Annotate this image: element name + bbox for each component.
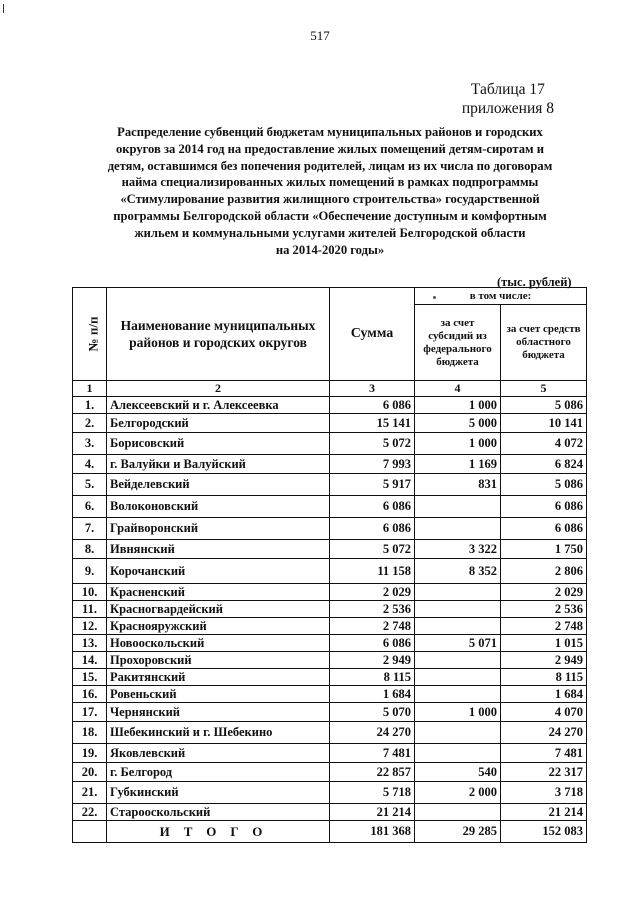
total-label: ИТОГО — [107, 821, 330, 843]
sum-value: 7 481 — [330, 744, 415, 763]
district-name: Прохоровский — [107, 652, 330, 669]
district-name: Краснояружский — [107, 618, 330, 635]
sum-value: 15 141 — [330, 414, 415, 433]
scan-edge-mark — [3, 4, 4, 13]
row-number: 4. — [73, 455, 107, 474]
column-number: 5 — [501, 381, 587, 397]
column-number: 3 — [330, 381, 415, 397]
regional-value: 1 684 — [501, 686, 587, 703]
row-number: 21. — [73, 782, 107, 804]
federal-value: 1 169 — [415, 455, 501, 474]
sum-value: 2 748 — [330, 618, 415, 635]
row-number: 8. — [73, 540, 107, 559]
subventions-table — [72, 287, 587, 843]
header-including: в том числе: — [415, 288, 587, 305]
document-title — [60, 124, 600, 258]
federal-value — [415, 652, 501, 669]
row-number: 11. — [73, 601, 107, 618]
row-number: 22. — [73, 804, 107, 821]
district-name: Ракитянский — [107, 669, 330, 686]
district-name: Борисовский — [107, 433, 330, 455]
district-name: Новооскольский — [107, 635, 330, 652]
regional-value: 22 317 — [501, 763, 587, 782]
row-number: 19. — [73, 744, 107, 763]
title-line: на 2014-2020 годы» — [275, 242, 385, 257]
federal-value — [415, 618, 501, 635]
title-line: детям, оставшимся без попечения родителей, лицам из их числа по договорам — [107, 158, 553, 173]
regional-value: 2 806 — [501, 559, 587, 584]
row-number: 1. — [73, 397, 107, 414]
federal-value — [415, 686, 501, 703]
sum-value: 1 684 — [330, 686, 415, 703]
row-number: 2. — [73, 414, 107, 433]
district-name: Яковлевский — [107, 744, 330, 763]
table-row — [73, 559, 587, 584]
federal-value — [415, 744, 501, 763]
table-row — [73, 414, 587, 433]
total-row — [73, 821, 587, 843]
regional-value: 8 115 — [501, 669, 587, 686]
regional-value: 1 750 — [501, 540, 587, 559]
sum-value: 7 993 — [330, 455, 415, 474]
table-row — [73, 782, 587, 804]
total-regional: 152 083 — [501, 821, 587, 843]
federal-value: 540 — [415, 763, 501, 782]
district-name: г. Белгород — [107, 763, 330, 782]
federal-value: 3 322 — [415, 540, 501, 559]
district-name: Алексеевский и г. Алексеевка — [107, 397, 330, 414]
column-number: 2 — [107, 381, 330, 397]
district-name: Шебекинский и г. Шебекино — [107, 722, 330, 744]
header-federal: за счет субсидий из федерального бюджета — [415, 305, 501, 381]
federal-value — [415, 518, 501, 540]
district-name: Чернянский — [107, 703, 330, 722]
table-row — [73, 722, 587, 744]
district-name: Волоконовский — [107, 496, 330, 518]
regional-value: 5 086 — [501, 397, 587, 414]
column-number: 4 — [415, 381, 501, 397]
district-name: Грайворонский — [107, 518, 330, 540]
sum-value: 5 072 — [330, 433, 415, 455]
row-number: 17. — [73, 703, 107, 722]
row-number: 9. — [73, 559, 107, 584]
table-body — [73, 397, 587, 821]
row-number: 16. — [73, 686, 107, 703]
sum-value: 8 115 — [330, 669, 415, 686]
table-row — [73, 703, 587, 722]
table-row — [73, 763, 587, 782]
federal-value — [415, 584, 501, 601]
district-name: Губкинский — [107, 782, 330, 804]
district-name: Корочанский — [107, 559, 330, 584]
district-name: г. Валуйки и Валуйский — [107, 455, 330, 474]
table-row — [73, 474, 587, 496]
federal-value — [415, 496, 501, 518]
sum-value: 6 086 — [330, 635, 415, 652]
row-number: 5. — [73, 474, 107, 496]
sum-value: 5 917 — [330, 474, 415, 496]
table-row — [73, 618, 587, 635]
sum-value: 2 029 — [330, 584, 415, 601]
sum-value: 6 086 — [330, 518, 415, 540]
total-federal: 29 285 — [415, 821, 501, 843]
header-name: Наименование муниципальных районов и городских округов — [107, 288, 330, 381]
table-row — [73, 397, 587, 414]
header-num-cell — [73, 288, 107, 381]
row-number: 15. — [73, 669, 107, 686]
units-label: (тыс. рублей) — [497, 275, 572, 289]
column-numbers-row — [73, 381, 587, 397]
sum-value: 6 086 — [330, 496, 415, 518]
table-row — [73, 669, 587, 686]
table-row — [73, 652, 587, 669]
regional-value: 1 015 — [501, 635, 587, 652]
regional-value: 2 748 — [501, 618, 587, 635]
regional-value: 2 536 — [501, 601, 587, 618]
district-name: Красногвардейский — [107, 601, 330, 618]
federal-value: 831 — [415, 474, 501, 496]
regional-value: 2 949 — [501, 652, 587, 669]
sum-value: 24 270 — [330, 722, 415, 744]
regional-value: 4 070 — [501, 703, 587, 722]
sum-value: 6 086 — [330, 397, 415, 414]
regional-value: 10 141 — [501, 414, 587, 433]
table-row — [73, 804, 587, 821]
district-name: Белгородский — [107, 414, 330, 433]
title-line: жильем и коммунальными услугами жителей Белгородской области — [134, 225, 526, 240]
header-regional: за счет средств областного бюджета — [501, 305, 587, 381]
row-number: 14. — [73, 652, 107, 669]
table-row — [73, 455, 587, 474]
title-line: Распределение субвенций бюджетам муниципальных районов и городских — [117, 125, 543, 139]
federal-value — [415, 601, 501, 618]
table-row — [73, 433, 587, 455]
federal-value: 1 000 — [415, 433, 501, 455]
title-line: программы Белгородской области «Обеспечение доступным и комфортным — [113, 208, 547, 223]
table-row — [73, 540, 587, 559]
regional-value: 2 029 — [501, 584, 587, 601]
row-number: 20. — [73, 763, 107, 782]
table-row — [73, 744, 587, 763]
sum-value: 2 949 — [330, 652, 415, 669]
federal-value — [415, 804, 501, 821]
district-name: Вейделевский — [107, 474, 330, 496]
title-line: «Стимулирование развития жилищного строительства» государственной — [120, 192, 540, 207]
district-name: Ивнянский — [107, 540, 330, 559]
regional-value: 7 481 — [501, 744, 587, 763]
row-number: 7. — [73, 518, 107, 540]
regional-value: 6 824 — [501, 455, 587, 474]
row-number: 3. — [73, 433, 107, 455]
regional-value: 6 086 — [501, 496, 587, 518]
table-row — [73, 635, 587, 652]
federal-value — [415, 722, 501, 744]
sum-value: 2 536 — [330, 601, 415, 618]
district-name: Старооскольский — [107, 804, 330, 821]
total-sum: 181 368 — [330, 821, 415, 843]
column-number: 1 — [73, 381, 107, 397]
district-name: Красненский — [107, 584, 330, 601]
sum-value: 11 158 — [330, 559, 415, 584]
title-line: округов за 2014 год на предоставление жилых помещений детям-сиротам и — [115, 141, 545, 156]
row-number: 6. — [73, 496, 107, 518]
federal-value: 1 000 — [415, 397, 501, 414]
row-number: 18. — [73, 722, 107, 744]
title-line: найма специализированных жилых помещений в рамках подпрограммы — [121, 175, 539, 190]
federal-value: 5 000 — [415, 414, 501, 433]
sum-value: 5 070 — [330, 703, 415, 722]
regional-value: 6 086 — [501, 518, 587, 540]
header-sum: Сумма — [330, 288, 415, 381]
federal-value: 5 071 — [415, 635, 501, 652]
header-num: № п/п — [85, 316, 101, 352]
sum-value: 5 072 — [330, 540, 415, 559]
federal-value — [415, 669, 501, 686]
sum-value: 21 214 — [330, 804, 415, 821]
federal-value: 8 352 — [415, 559, 501, 584]
table-row — [73, 518, 587, 540]
row-number: 10. — [73, 584, 107, 601]
federal-value: 1 000 — [415, 703, 501, 722]
row-number: 13. — [73, 635, 107, 652]
district-name: Ровеньский — [107, 686, 330, 703]
table-row — [73, 686, 587, 703]
table-row — [73, 584, 587, 601]
regional-value: 5 086 — [501, 474, 587, 496]
sum-value: 5 718 — [330, 782, 415, 804]
regional-value: 4 072 — [501, 433, 587, 455]
table-reference — [462, 80, 554, 118]
regional-value: 21 214 — [501, 804, 587, 821]
table-row — [73, 601, 587, 618]
regional-value: 24 270 — [501, 722, 587, 744]
sum-value: 22 857 — [330, 763, 415, 782]
regional-value: 3 718 — [501, 782, 587, 804]
table-row — [73, 496, 587, 518]
table-reference-line2: приложения 8 — [461, 100, 554, 117]
federal-value: 2 000 — [415, 782, 501, 804]
table-reference-line1: Таблица 17 — [470, 81, 545, 98]
total-num-cell — [73, 821, 107, 843]
page-number: 517 — [310, 28, 330, 43]
row-number: 12. — [73, 618, 107, 635]
